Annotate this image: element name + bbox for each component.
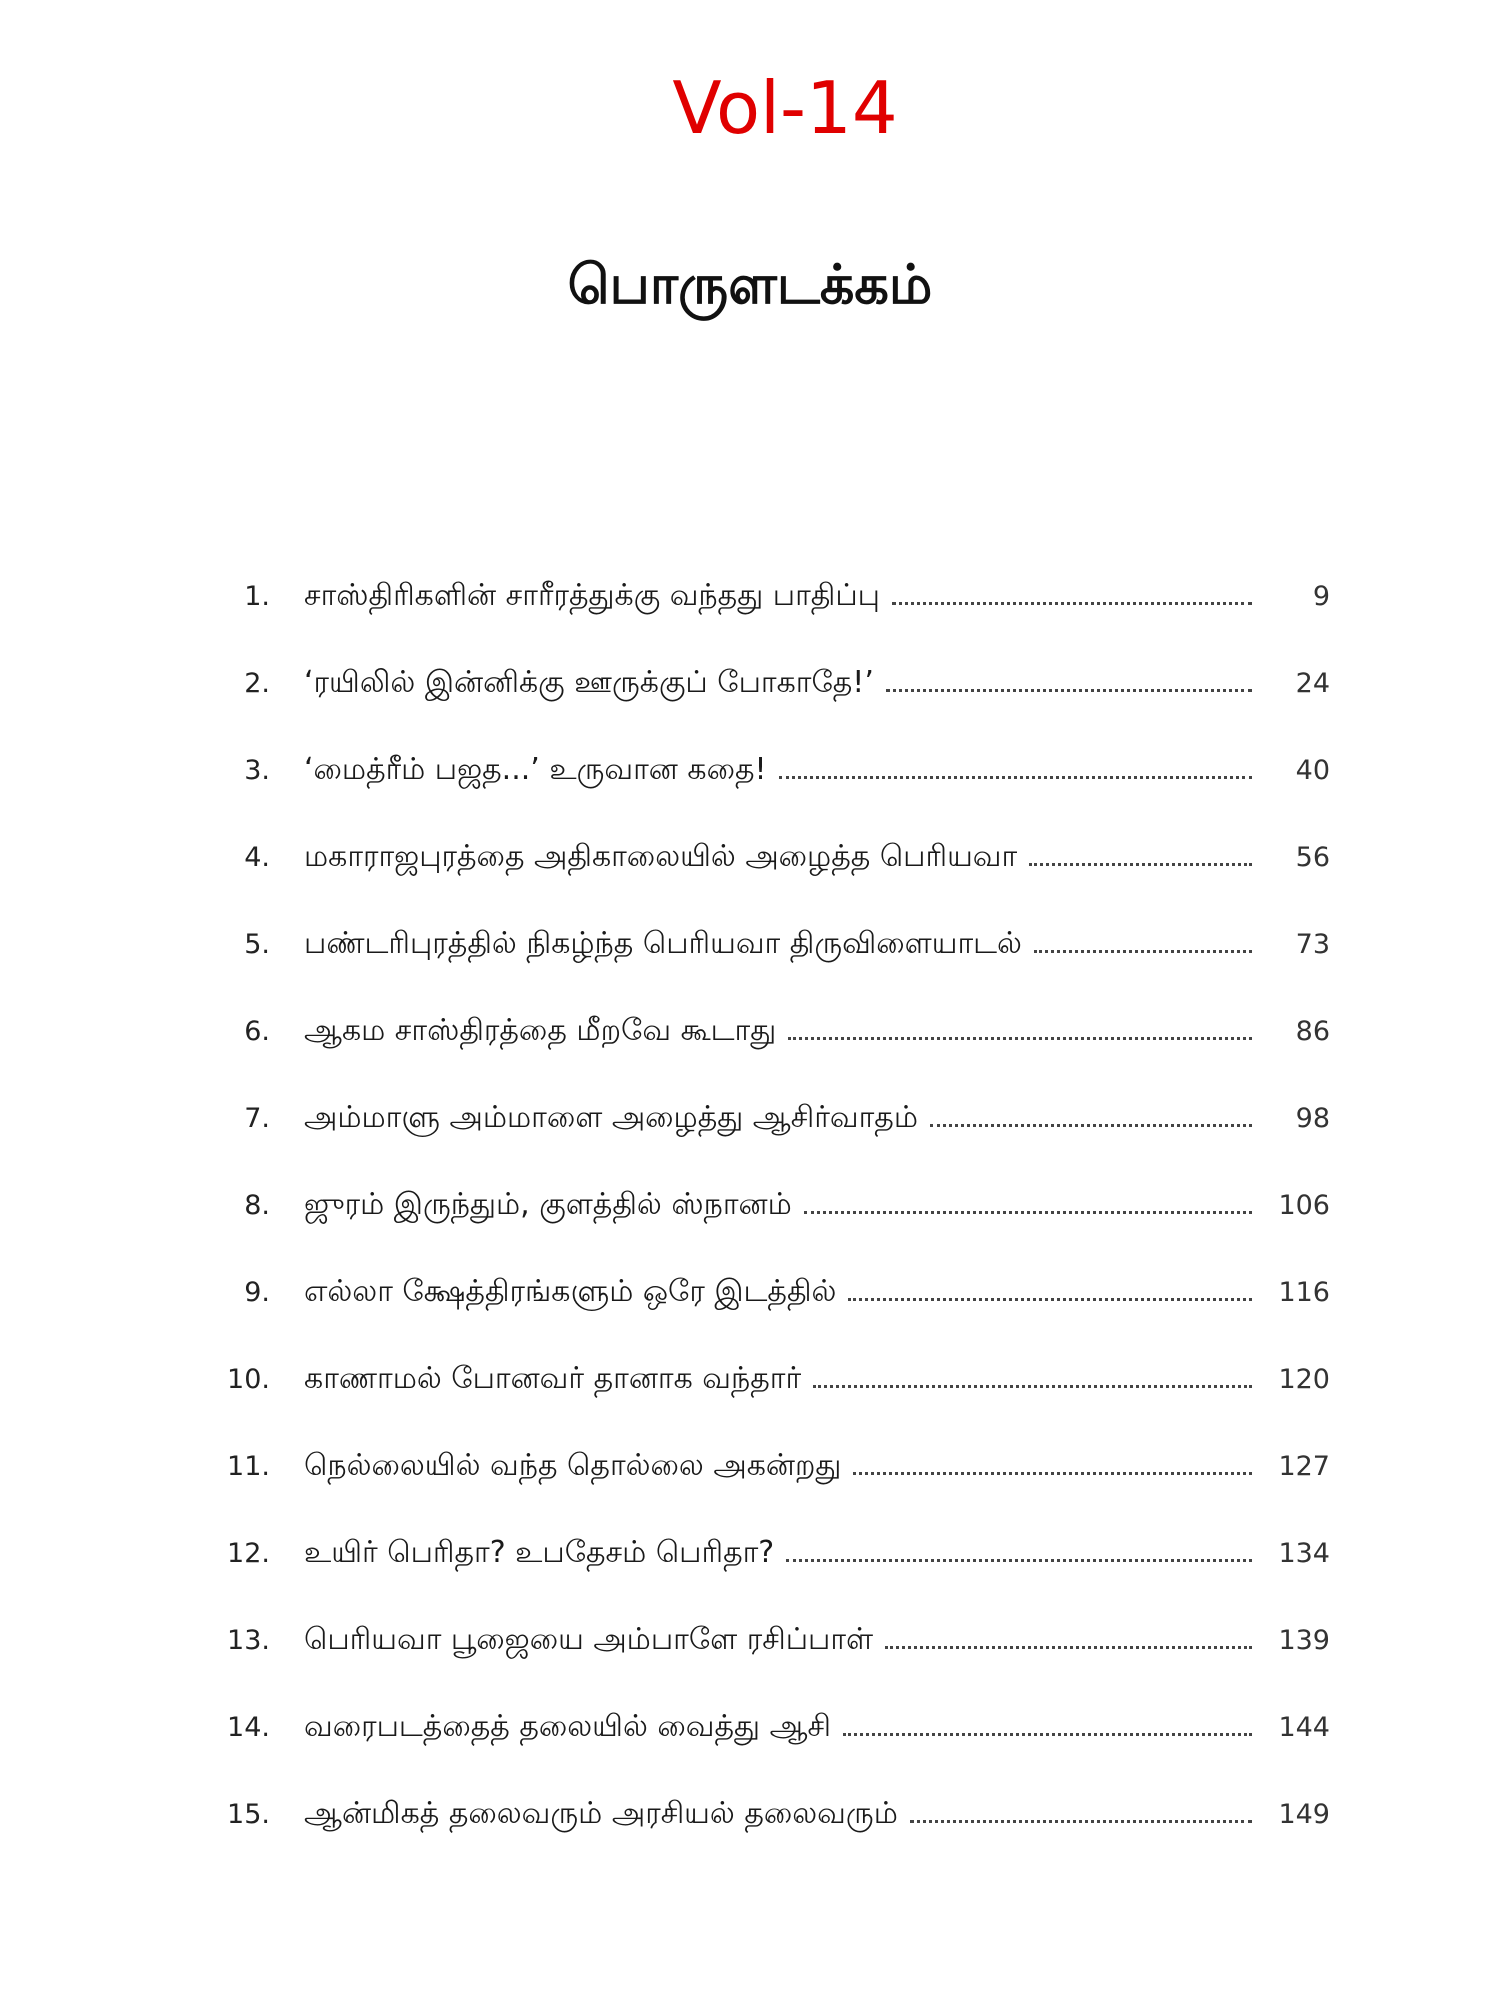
dot-leader bbox=[843, 1733, 1252, 1736]
toc-entry-10 bbox=[182, 1361, 1330, 1448]
toc-title: ஜுரம் இருந்தும், குளத்தில் ஸ்நானம் bbox=[304, 1187, 792, 1222]
dot-leader bbox=[885, 1646, 1252, 1649]
toc-number: 3. bbox=[244, 755, 270, 786]
toc-title: உயிர் பெரிதா? உபதேசம் பெரிதா? bbox=[304, 1535, 775, 1570]
toc-title: பெரியவா பூஜையை அம்பாளே ரசிப்பாள் bbox=[304, 1622, 874, 1657]
toc-number: 14. bbox=[227, 1712, 270, 1743]
dot-leader bbox=[786, 1559, 1252, 1562]
toc-title: சாஸ்திரிகளின் சாரீரத்துக்கு வந்தது பாதிப்பு bbox=[304, 578, 880, 613]
toc-entry-6 bbox=[182, 1013, 1330, 1100]
toc-entry-5 bbox=[182, 926, 1330, 1013]
toc-number: 1. bbox=[244, 581, 270, 612]
toc-title: ஆகம சாஸ்திரத்தை மீறவே கூடாது bbox=[304, 1013, 777, 1048]
dot-leader bbox=[886, 689, 1252, 692]
toc-entry-1 bbox=[182, 578, 1330, 665]
toc-page-number: 106 bbox=[1278, 1190, 1330, 1221]
toc-entry-3 bbox=[182, 752, 1330, 839]
toc-page-number: 24 bbox=[1295, 668, 1330, 699]
dot-leader bbox=[788, 1037, 1252, 1040]
toc-page-number: 144 bbox=[1278, 1712, 1330, 1743]
toc-entry-4 bbox=[182, 839, 1330, 926]
toc-number: 9. bbox=[244, 1277, 270, 1308]
toc-entry-15 bbox=[182, 1796, 1330, 1883]
toc-title: மகாராஜபுரத்தை அதிகாலையில் அழைத்த பெரியவா bbox=[304, 839, 1018, 874]
toc-page-number: 73 bbox=[1295, 929, 1330, 960]
page-title: பொருளடக்கம் bbox=[567, 253, 933, 316]
dot-leader bbox=[813, 1385, 1252, 1388]
toc-entry-13 bbox=[182, 1622, 1330, 1709]
dot-leader bbox=[892, 602, 1252, 605]
toc-entry-9 bbox=[182, 1274, 1330, 1361]
toc-number: 7. bbox=[244, 1103, 270, 1134]
toc-number: 8. bbox=[244, 1190, 270, 1221]
toc-number: 5. bbox=[244, 929, 270, 960]
dot-leader bbox=[804, 1211, 1252, 1214]
toc-number: 11. bbox=[227, 1451, 270, 1482]
toc-number: 15. bbox=[227, 1799, 270, 1830]
toc-page-number: 40 bbox=[1295, 755, 1330, 786]
toc-page-number: 134 bbox=[1278, 1538, 1330, 1569]
toc-title: ‘ரயிலில் இன்னிக்கு ஊருக்குப் போகாதே!’ bbox=[304, 665, 874, 700]
dot-leader bbox=[930, 1124, 1252, 1127]
dot-leader bbox=[853, 1472, 1252, 1475]
toc-number: 12. bbox=[227, 1538, 270, 1569]
toc-entry-12 bbox=[182, 1535, 1330, 1622]
toc-title: வரைபடத்தைத் தலையில் வைத்து ஆசி bbox=[304, 1709, 832, 1744]
toc-page-number: 139 bbox=[1278, 1625, 1330, 1656]
toc-page-number: 98 bbox=[1295, 1103, 1330, 1134]
dot-leader bbox=[848, 1298, 1252, 1301]
toc-page-number: 56 bbox=[1295, 842, 1330, 873]
toc-title: ஆன்மிகத் தலைவரும் அரசியல் தலைவரும் bbox=[304, 1796, 898, 1831]
toc-number: 2. bbox=[244, 668, 270, 699]
toc-entry-8 bbox=[182, 1187, 1330, 1274]
toc-number: 10. bbox=[227, 1364, 270, 1395]
toc-title: ‘மைத்ரீம் பஜத...’ உருவான கதை! bbox=[304, 752, 767, 787]
toc-page-number: 9 bbox=[1312, 581, 1330, 612]
toc-number: 6. bbox=[244, 1016, 270, 1047]
toc-title: பண்டரிபுரத்தில் நிகழ்ந்த பெரியவா திருவிளையாடல் bbox=[304, 926, 1022, 961]
toc-entry-7 bbox=[182, 1100, 1330, 1187]
toc-page-number: 127 bbox=[1278, 1451, 1330, 1482]
toc-page-number: 116 bbox=[1278, 1277, 1330, 1308]
dot-leader bbox=[910, 1820, 1252, 1823]
toc-entry-2 bbox=[182, 665, 1330, 752]
toc-entry-11 bbox=[182, 1448, 1330, 1535]
dot-leader bbox=[1034, 950, 1252, 953]
dot-leader bbox=[1029, 863, 1252, 866]
toc-title: அம்மாளு அம்மாளை அழைத்து ஆசிர்வாதம் bbox=[304, 1100, 918, 1135]
toc-page-number: 120 bbox=[1278, 1364, 1330, 1395]
toc-entry-14 bbox=[182, 1709, 1330, 1796]
toc-number: 4. bbox=[244, 842, 270, 873]
toc-page-number: 149 bbox=[1278, 1799, 1330, 1830]
toc-number: 13. bbox=[227, 1625, 270, 1656]
toc-title: எல்லா க்ஷேத்திரங்களும் ஒரே இடத்தில் bbox=[304, 1274, 837, 1309]
toc-page-number: 86 bbox=[1295, 1016, 1330, 1047]
toc-title: காணாமல் போனவர் தானாக வந்தார் bbox=[304, 1361, 802, 1396]
volume-label: Vol-14 bbox=[672, 66, 898, 150]
toc-title: நெல்லையில் வந்த தொல்லை அகன்றது bbox=[304, 1448, 842, 1483]
dot-leader bbox=[779, 776, 1252, 779]
table-of-contents bbox=[182, 578, 1330, 1883]
